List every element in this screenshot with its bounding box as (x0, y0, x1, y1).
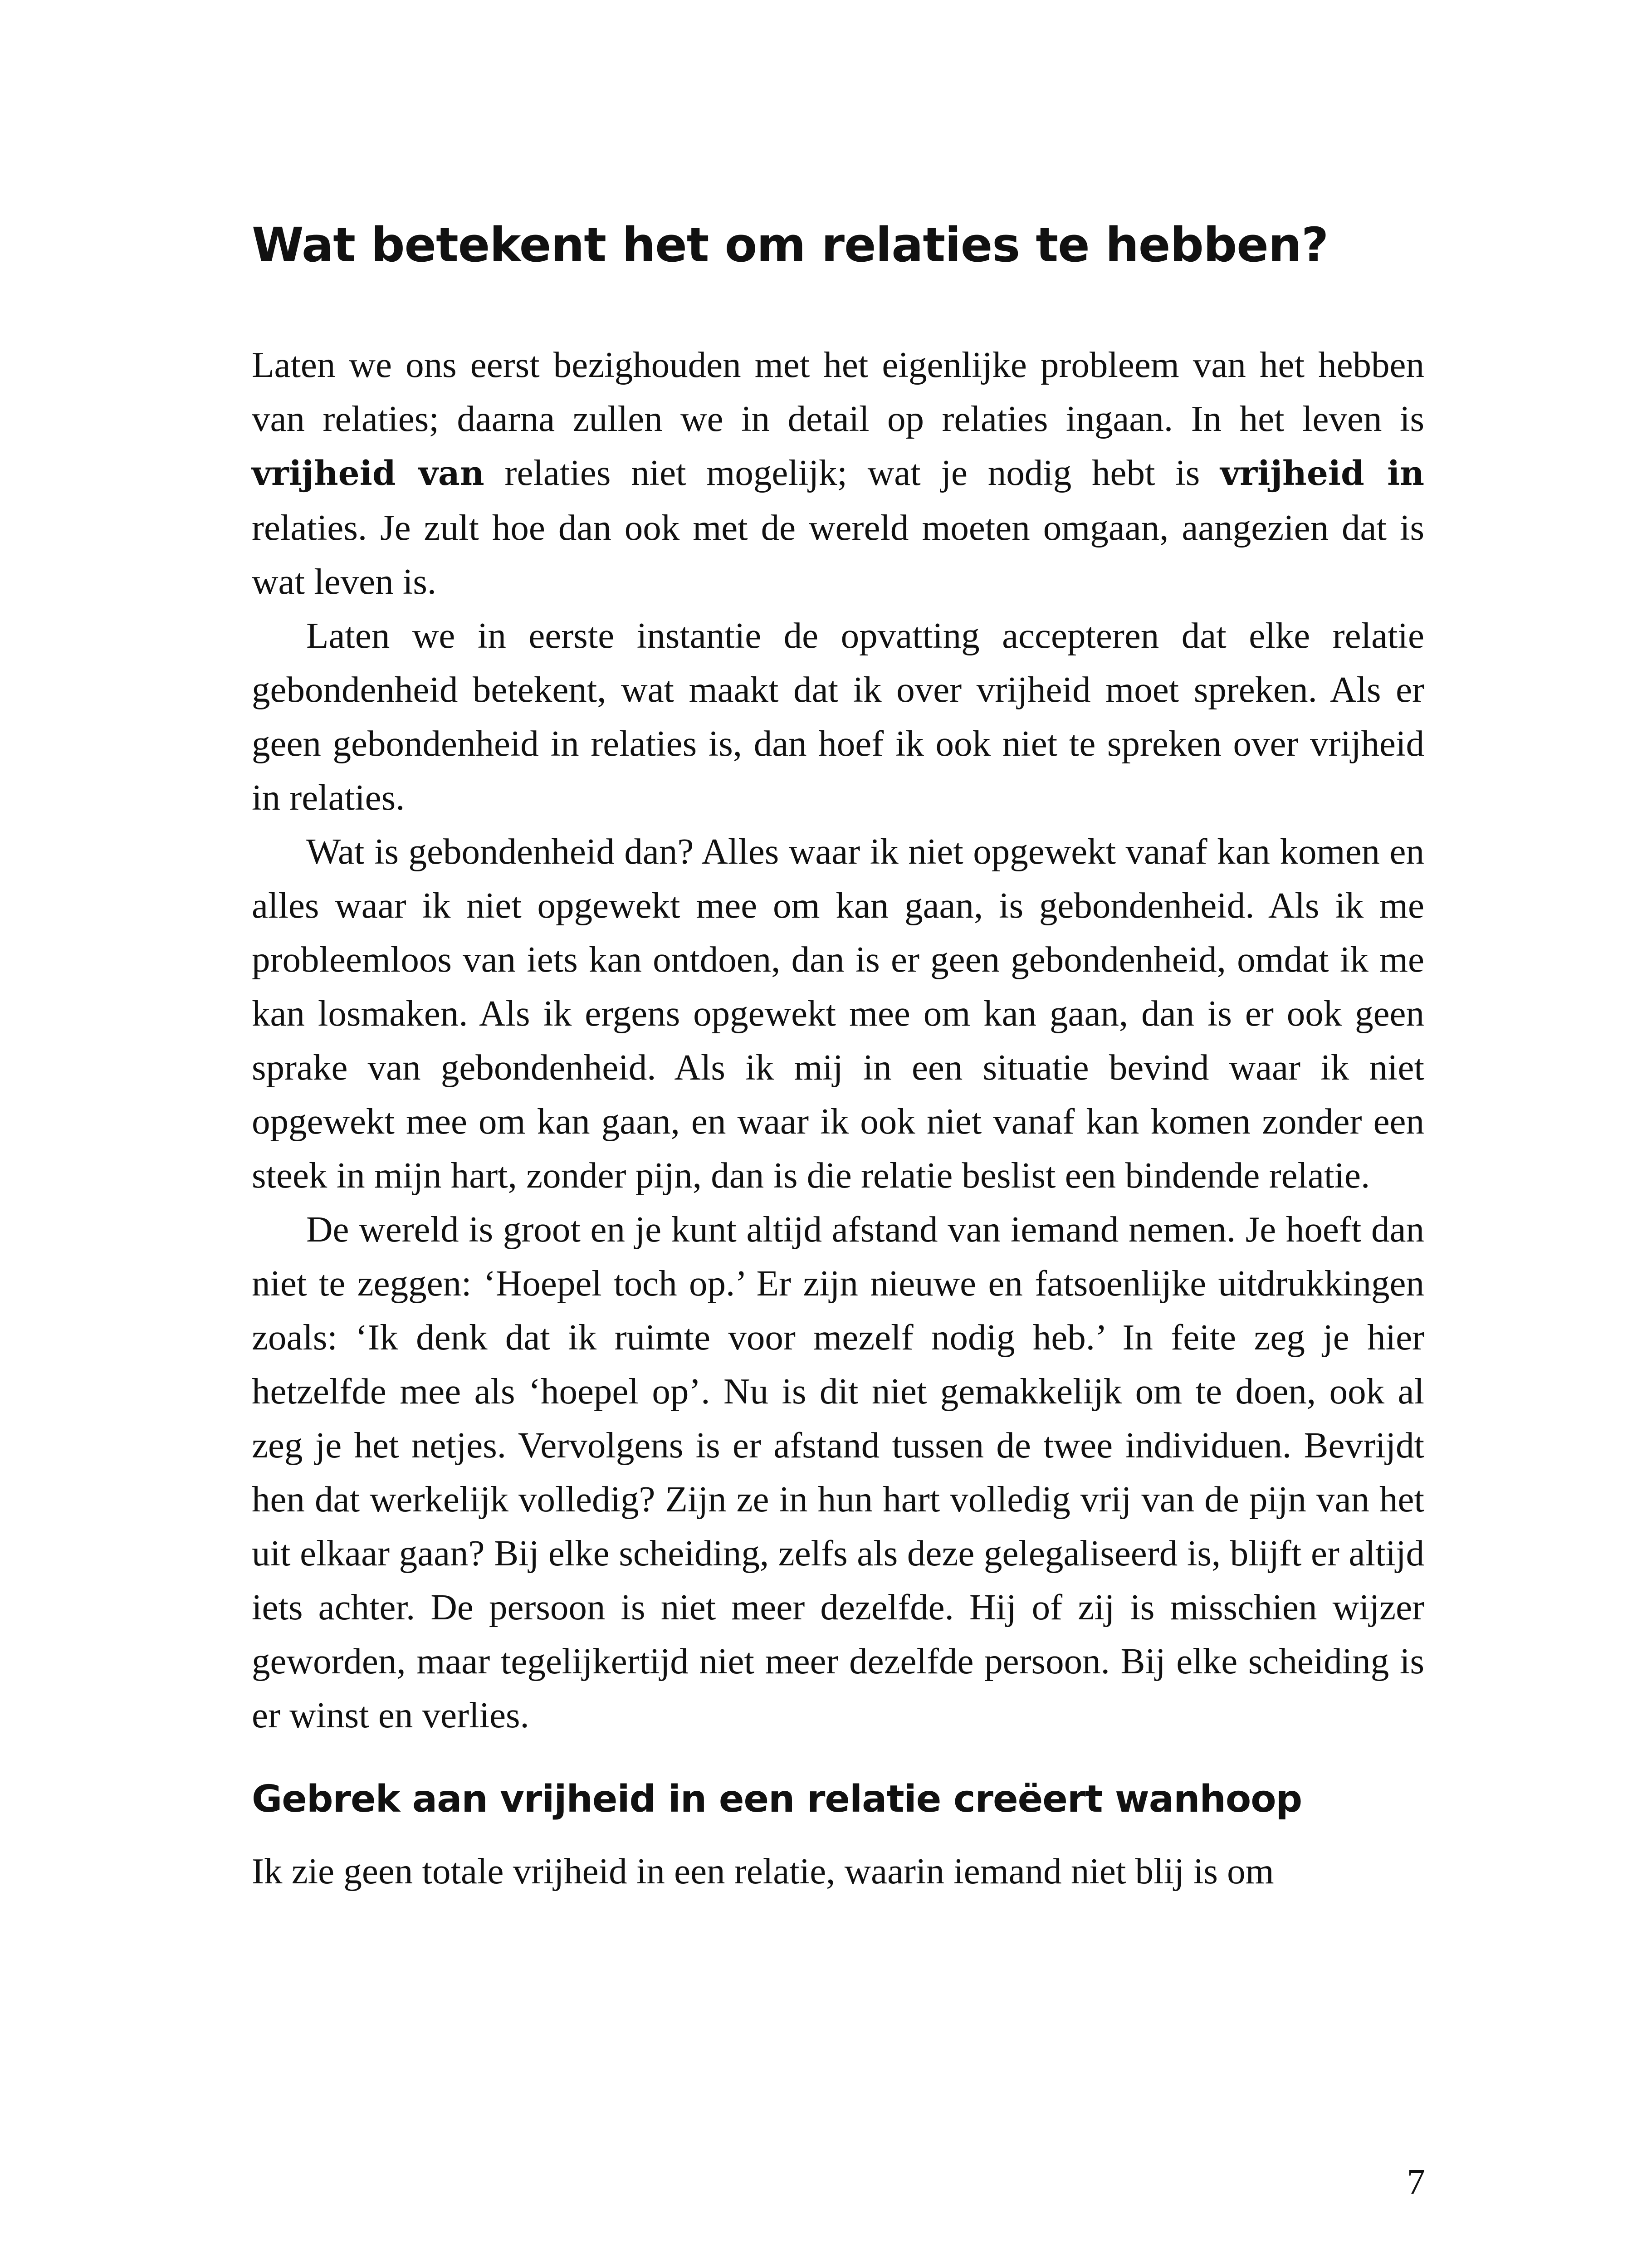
paragraph-1-text-a: Laten we ons eerst bezighouden met het eigenlijke probleem van het hebben van relaties; daarna zullen we in detail op relaties ingaan. In het leven is (252, 344, 1424, 439)
emphasis-vrijheid-in: vrijheid in (1220, 454, 1424, 493)
page-number: 7 (1407, 2161, 1425, 2202)
paragraph-1 (252, 338, 1424, 609)
paragraph-2: Laten we in eerste instantie de opvatting accepteren dat elke relatie gebondenheid betekent, wat maakt dat ik over vrijheid moet spreken. Als er geen gebondenheid in relaties is, dan hoef ik ook niet te spreken over vrijheid in relaties. (252, 615, 1424, 818)
page-content (252, 213, 1424, 1898)
paragraph-3: Wat is gebondenheid dan? Alles waar ik niet opgewekt vanaf kan komen en alles waar ik niet opgewekt mee om kan gaan, is gebondenheid. Als ik me probleemloos van iets kan ontdoen, dan is er geen gebondenheid, omdat ik me kan losmaken. Als ik ergens opgewekt mee om kan gaan, dan is er ook geen sprake van gebondenheid. Als ik mij in een situatie bevind waar ik niet opgewekt mee om kan gaan, en waar ik ook niet vanaf kan komen zonder een steek in mijn hart, zonder pijn, dan is die relatie beslist een bindende relatie. (252, 831, 1424, 1196)
paragraph-1-text-d: relaties. Je zult hoe dan ook met de wereld moeten omgaan, aangezien dat is wat leven is. (252, 507, 1424, 602)
section-body-text (252, 1844, 1424, 1898)
section-title: Gebrek aan vrijheid in een relatie creëert wanhoop (252, 1778, 1302, 1821)
emphasis-vrijheid-van: vrijheid van (252, 454, 484, 493)
paragraph-1-text-c: relaties niet mogelijk; wat je nodig hebt is (484, 452, 1221, 493)
section-paragraph-1: Ik zie geen totale vrijheid in een relatie, waarin iemand niet blij is om (252, 1851, 1274, 1892)
body-text (252, 338, 1424, 1742)
chapter-title: Wat betekent het om relaties te hebben? (252, 217, 1329, 273)
paragraph-4: De wereld is groot en je kunt altijd afstand van iemand nemen. Je hoeft dan niet te zeggen: ‘Hoepel toch op.’ Er zijn nieuwe en fatsoenlijke uitdrukkingen zoals: ‘Ik denk dat ik ruimte voor mezelf nodig heb.’ In feite zeg je hier hetzelfde mee als ‘hoepel op’. Nu is dit niet gemakkelijk om te doen, ook al zeg je het netjes. Vervolgens is er afstand tussen de twee individuen. Bevrijdt hen dat werkelijk volledig? Zijn ze in hun hart volledig vrij van de pijn van het uit elkaar gaan? Bij elke scheiding, zelfs als deze gelegaliseerd is, blijft er altijd iets achter. De persoon is niet meer dezelfde. Hij of zij is misschien wijzer geworden, maar tegelijkertijd niet meer dezelfde persoon. Bij elke scheiding is er winst en verlies. (252, 1209, 1424, 1735)
